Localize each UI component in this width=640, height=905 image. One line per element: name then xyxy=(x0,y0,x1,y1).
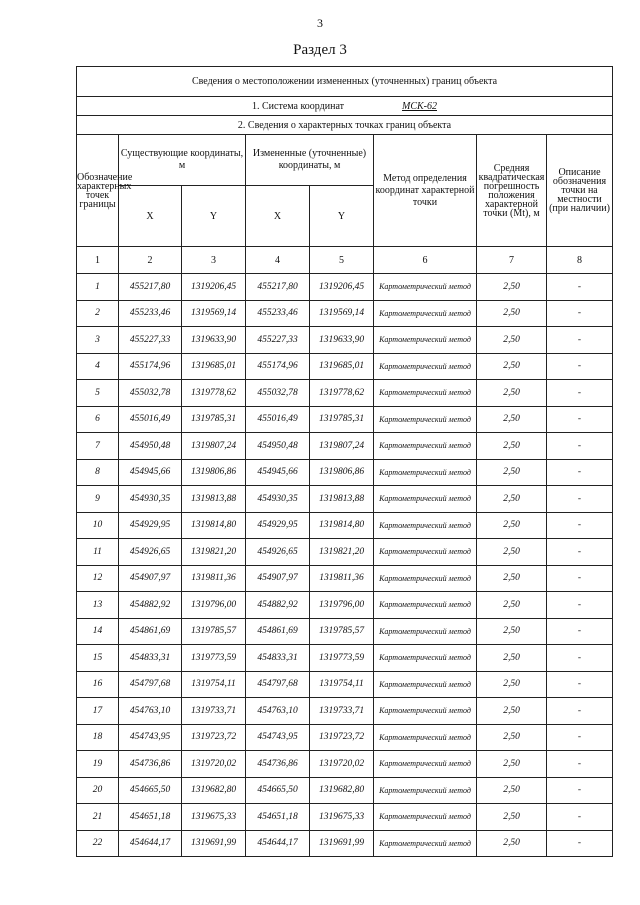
changed-x-cell: 454882,92 xyxy=(246,592,310,619)
table-row xyxy=(77,486,613,513)
description-cell: - xyxy=(547,274,613,301)
method-cell: Картометрический метод xyxy=(374,751,477,778)
accuracy-cell: 2,50 xyxy=(477,300,547,327)
existing-y-cell: 1319813,88 xyxy=(182,486,246,513)
method-cell: Картометрический метод xyxy=(374,724,477,751)
table-row xyxy=(77,724,613,751)
existing-x-cell: 454950,48 xyxy=(119,433,182,460)
existing-x-cell: 454926,65 xyxy=(119,539,182,566)
accuracy-cell: 2,50 xyxy=(477,751,547,778)
point-number-cell: 19 xyxy=(77,751,119,778)
table-row xyxy=(77,592,613,619)
existing-y-cell: 1319821,20 xyxy=(182,539,246,566)
existing-y-cell: 1319796,00 xyxy=(182,592,246,619)
existing-x-cell: 454907,97 xyxy=(119,565,182,592)
changed-y-cell: 1319814,80 xyxy=(310,512,374,539)
header-existing-x: X xyxy=(119,186,182,247)
accuracy-cell: 2,50 xyxy=(477,618,547,645)
method-cell: Картометрический метод xyxy=(374,777,477,804)
method-cell: Картометрический метод xyxy=(374,671,477,698)
changed-y-cell: 1319785,57 xyxy=(310,618,374,645)
changed-y-cell: 1319813,88 xyxy=(310,486,374,513)
existing-y-cell: 1319811,36 xyxy=(182,565,246,592)
changed-y-cell: 1319811,36 xyxy=(310,565,374,592)
method-cell: Картометрический метод xyxy=(374,804,477,831)
accuracy-cell: 2,50 xyxy=(477,592,547,619)
changed-x-cell: 455227,33 xyxy=(246,327,310,354)
point-number-cell: 10 xyxy=(77,512,119,539)
column-number: 3 xyxy=(182,247,246,274)
existing-x-cell: 455032,78 xyxy=(119,380,182,407)
changed-y-cell: 1319806,86 xyxy=(310,459,374,486)
accuracy-cell: 2,50 xyxy=(477,327,547,354)
point-number-cell: 6 xyxy=(77,406,119,433)
description-cell: - xyxy=(547,804,613,831)
description-cell: - xyxy=(547,539,613,566)
changed-x-cell: 455233,46 xyxy=(246,300,310,327)
existing-y-cell: 1319807,24 xyxy=(182,433,246,460)
column-number: 2 xyxy=(119,247,182,274)
header-changed-x: X xyxy=(246,186,310,247)
description-cell: - xyxy=(547,327,613,354)
accuracy-cell: 2,50 xyxy=(477,565,547,592)
header-existing-y: Y xyxy=(182,186,246,247)
description-cell: - xyxy=(547,698,613,725)
existing-y-cell: 1319754,11 xyxy=(182,671,246,698)
header-accuracy: Средняя квадратическая погрешность положения характерной точки (Mt), м xyxy=(477,135,547,247)
existing-x-cell: 454763,10 xyxy=(119,698,182,725)
coordinate-system-value: МСК-62 xyxy=(402,100,437,112)
table-row xyxy=(77,459,613,486)
changed-y-cell: 1319569,14 xyxy=(310,300,374,327)
method-cell: Картометрический метод xyxy=(374,353,477,380)
table-row xyxy=(77,804,613,831)
changed-x-cell: 454930,35 xyxy=(246,486,310,513)
header-changed-y: Y xyxy=(310,186,374,247)
changed-x-cell: 454763,10 xyxy=(246,698,310,725)
point-number-cell: 5 xyxy=(77,380,119,407)
accuracy-cell: 2,50 xyxy=(477,274,547,301)
accuracy-cell: 2,50 xyxy=(477,804,547,831)
existing-x-cell: 454743,95 xyxy=(119,724,182,751)
existing-x-cell: 455227,33 xyxy=(119,327,182,354)
description-cell: - xyxy=(547,830,613,857)
table-row xyxy=(77,751,613,778)
changed-x-cell: 454926,65 xyxy=(246,539,310,566)
coordinate-system-row xyxy=(77,97,613,116)
changed-x-cell: 454797,68 xyxy=(246,671,310,698)
table-row xyxy=(77,353,613,380)
method-cell: Картометрический метод xyxy=(374,565,477,592)
changed-y-cell: 1319785,31 xyxy=(310,406,374,433)
points-section-label: 2. Сведения о характерных точках границ объекта xyxy=(77,116,613,135)
existing-y-cell: 1319814,80 xyxy=(182,512,246,539)
points-section-row xyxy=(77,116,613,135)
existing-y-cell: 1319675,33 xyxy=(182,804,246,831)
changed-x-cell: 454861,69 xyxy=(246,618,310,645)
point-number-cell: 8 xyxy=(77,459,119,486)
point-number-cell: 21 xyxy=(77,804,119,831)
description-cell: - xyxy=(547,671,613,698)
header-row-top xyxy=(77,135,613,186)
changed-y-cell: 1319807,24 xyxy=(310,433,374,460)
table-row xyxy=(77,433,613,460)
header-method: Метод определения координат характерной точки xyxy=(374,135,477,247)
method-cell: Картометрический метод xyxy=(374,539,477,566)
table-row xyxy=(77,274,613,301)
changed-y-cell: 1319633,90 xyxy=(310,327,374,354)
changed-x-cell: 454743,95 xyxy=(246,724,310,751)
table-row xyxy=(77,406,613,433)
changed-x-cell: 455217,80 xyxy=(246,274,310,301)
existing-x-cell: 455016,49 xyxy=(119,406,182,433)
accuracy-cell: 2,50 xyxy=(477,433,547,460)
existing-y-cell: 1319723,72 xyxy=(182,724,246,751)
point-number-cell: 13 xyxy=(77,592,119,619)
header-description: Описание обозначения точки на местности (при наличии) xyxy=(547,135,613,247)
table-row xyxy=(77,300,613,327)
description-cell: - xyxy=(547,645,613,672)
existing-x-cell: 454644,17 xyxy=(119,830,182,857)
changed-x-cell: 454945,66 xyxy=(246,459,310,486)
changed-x-cell: 454950,48 xyxy=(246,433,310,460)
point-number-cell: 16 xyxy=(77,671,119,698)
method-cell: Картометрический метод xyxy=(374,512,477,539)
accuracy-cell: 2,50 xyxy=(477,777,547,804)
table-row xyxy=(77,830,613,857)
existing-x-cell: 454861,69 xyxy=(119,618,182,645)
point-number-cell: 12 xyxy=(77,565,119,592)
accuracy-cell: 2,50 xyxy=(477,486,547,513)
changed-y-cell: 1319796,00 xyxy=(310,592,374,619)
existing-x-cell: 455233,46 xyxy=(119,300,182,327)
accuracy-cell: 2,50 xyxy=(477,353,547,380)
changed-x-cell: 454833,31 xyxy=(246,645,310,672)
description-cell: - xyxy=(547,618,613,645)
table-row xyxy=(77,777,613,804)
changed-y-cell: 1319754,11 xyxy=(310,671,374,698)
method-cell: Картометрический метод xyxy=(374,698,477,725)
method-cell: Картометрический метод xyxy=(374,459,477,486)
existing-x-cell: 454945,66 xyxy=(119,459,182,486)
table-row xyxy=(77,512,613,539)
point-number-cell: 17 xyxy=(77,698,119,725)
column-number: 1 xyxy=(77,247,119,274)
description-cell: - xyxy=(547,380,613,407)
coordinate-system-label: 1. Система координат xyxy=(251,100,345,112)
accuracy-cell: 2,50 xyxy=(477,671,547,698)
accuracy-cell: 2,50 xyxy=(477,830,547,857)
table-row xyxy=(77,565,613,592)
description-cell: - xyxy=(547,353,613,380)
table-row xyxy=(77,618,613,645)
description-cell: - xyxy=(547,724,613,751)
existing-x-cell: 455174,96 xyxy=(119,353,182,380)
changed-y-cell: 1319773,59 xyxy=(310,645,374,672)
column-number: 5 xyxy=(310,247,374,274)
existing-y-cell: 1319720,02 xyxy=(182,751,246,778)
header-existing-coordinates: Существующие координаты, м xyxy=(119,135,246,186)
method-cell: Картометрический метод xyxy=(374,618,477,645)
table-row xyxy=(77,671,613,698)
existing-x-cell: 454797,68 xyxy=(119,671,182,698)
point-number-cell: 15 xyxy=(77,645,119,672)
changed-y-cell: 1319685,01 xyxy=(310,353,374,380)
existing-x-cell: 454882,92 xyxy=(119,592,182,619)
table-title: Сведения о местоположении измененных (уточненных) границ объекта xyxy=(77,67,613,97)
method-cell: Картометрический метод xyxy=(374,592,477,619)
point-number-cell: 11 xyxy=(77,539,119,566)
column-number-row xyxy=(77,247,613,274)
point-number-cell: 4 xyxy=(77,353,119,380)
existing-x-cell: 454833,31 xyxy=(119,645,182,672)
point-number-cell: 18 xyxy=(77,724,119,751)
description-cell: - xyxy=(547,751,613,778)
changed-y-cell: 1319691,99 xyxy=(310,830,374,857)
description-cell: - xyxy=(547,512,613,539)
coordinate-system-cell xyxy=(77,97,613,116)
existing-y-cell: 1319691,99 xyxy=(182,830,246,857)
changed-y-cell: 1319723,72 xyxy=(310,724,374,751)
existing-y-cell: 1319685,01 xyxy=(182,353,246,380)
changed-x-cell: 455016,49 xyxy=(246,406,310,433)
table-row xyxy=(77,698,613,725)
description-cell: - xyxy=(547,300,613,327)
header-point-designation: Обозначение характерных точек границы xyxy=(77,135,119,247)
description-cell: - xyxy=(547,433,613,460)
changed-y-cell: 1319778,62 xyxy=(310,380,374,407)
existing-y-cell: 1319633,90 xyxy=(182,327,246,354)
accuracy-cell: 2,50 xyxy=(477,539,547,566)
method-cell: Картометрический метод xyxy=(374,830,477,857)
table-row xyxy=(77,327,613,354)
existing-y-cell: 1319785,57 xyxy=(182,618,246,645)
point-number-cell: 22 xyxy=(77,830,119,857)
existing-x-cell: 454736,86 xyxy=(119,751,182,778)
table-title-row xyxy=(77,67,613,97)
point-number-cell: 3 xyxy=(77,327,119,354)
existing-x-cell: 454651,18 xyxy=(119,804,182,831)
changed-x-cell: 454644,17 xyxy=(246,830,310,857)
description-cell: - xyxy=(547,406,613,433)
existing-y-cell: 1319733,71 xyxy=(182,698,246,725)
column-number: 8 xyxy=(547,247,613,274)
section-title: Раздел 3 xyxy=(293,42,347,58)
column-number: 7 xyxy=(477,247,547,274)
method-cell: Картометрический метод xyxy=(374,406,477,433)
accuracy-cell: 2,50 xyxy=(477,724,547,751)
description-cell: - xyxy=(547,459,613,486)
method-cell: Картометрический метод xyxy=(374,300,477,327)
point-number-cell: 20 xyxy=(77,777,119,804)
description-cell: - xyxy=(547,777,613,804)
table-body xyxy=(77,67,613,857)
changed-y-cell: 1319675,33 xyxy=(310,804,374,831)
accuracy-cell: 2,50 xyxy=(477,645,547,672)
method-cell: Картометрический метод xyxy=(374,274,477,301)
changed-y-cell: 1319821,20 xyxy=(310,539,374,566)
accuracy-cell: 2,50 xyxy=(477,698,547,725)
changed-x-cell: 454929,95 xyxy=(246,512,310,539)
changed-x-cell: 455032,78 xyxy=(246,380,310,407)
method-cell: Картометрический метод xyxy=(374,433,477,460)
column-number: 4 xyxy=(246,247,310,274)
point-number-cell: 9 xyxy=(77,486,119,513)
changed-x-cell: 454665,50 xyxy=(246,777,310,804)
point-number-cell: 7 xyxy=(77,433,119,460)
changed-y-cell: 1319733,71 xyxy=(310,698,374,725)
existing-y-cell: 1319682,80 xyxy=(182,777,246,804)
existing-x-cell: 454929,95 xyxy=(119,512,182,539)
page-number: 3 xyxy=(317,16,323,30)
point-number-cell: 1 xyxy=(77,274,119,301)
accuracy-cell: 2,50 xyxy=(477,406,547,433)
changed-x-cell: 454651,18 xyxy=(246,804,310,831)
description-cell: - xyxy=(547,486,613,513)
column-number: 6 xyxy=(374,247,477,274)
existing-x-cell: 455217,80 xyxy=(119,274,182,301)
existing-y-cell: 1319569,14 xyxy=(182,300,246,327)
table-row xyxy=(77,380,613,407)
existing-y-cell: 1319778,62 xyxy=(182,380,246,407)
existing-x-cell: 454930,35 xyxy=(119,486,182,513)
existing-y-cell: 1319773,59 xyxy=(182,645,246,672)
description-cell: - xyxy=(547,565,613,592)
changed-x-cell: 454907,97 xyxy=(246,565,310,592)
accuracy-cell: 2,50 xyxy=(477,512,547,539)
point-number-cell: 14 xyxy=(77,618,119,645)
accuracy-cell: 2,50 xyxy=(477,459,547,486)
table-row xyxy=(77,539,613,566)
changed-x-cell: 455174,96 xyxy=(246,353,310,380)
existing-y-cell: 1319785,31 xyxy=(182,406,246,433)
method-cell: Картометрический метод xyxy=(374,486,477,513)
changed-y-cell: 1319682,80 xyxy=(310,777,374,804)
method-cell: Картометрический метод xyxy=(374,380,477,407)
accuracy-cell: 2,50 xyxy=(477,380,547,407)
boundary-points-table xyxy=(76,66,613,857)
changed-y-cell: 1319206,45 xyxy=(310,274,374,301)
method-cell: Картометрический метод xyxy=(374,645,477,672)
existing-y-cell: 1319206,45 xyxy=(182,274,246,301)
method-cell: Картометрический метод xyxy=(374,327,477,354)
changed-x-cell: 454736,86 xyxy=(246,751,310,778)
changed-y-cell: 1319720,02 xyxy=(310,751,374,778)
point-number-cell: 2 xyxy=(77,300,119,327)
header-changed-coordinates: Измененные (уточненные) координаты, м xyxy=(246,135,374,186)
table-row xyxy=(77,645,613,672)
existing-x-cell: 454665,50 xyxy=(119,777,182,804)
description-cell: - xyxy=(547,592,613,619)
existing-y-cell: 1319806,86 xyxy=(182,459,246,486)
